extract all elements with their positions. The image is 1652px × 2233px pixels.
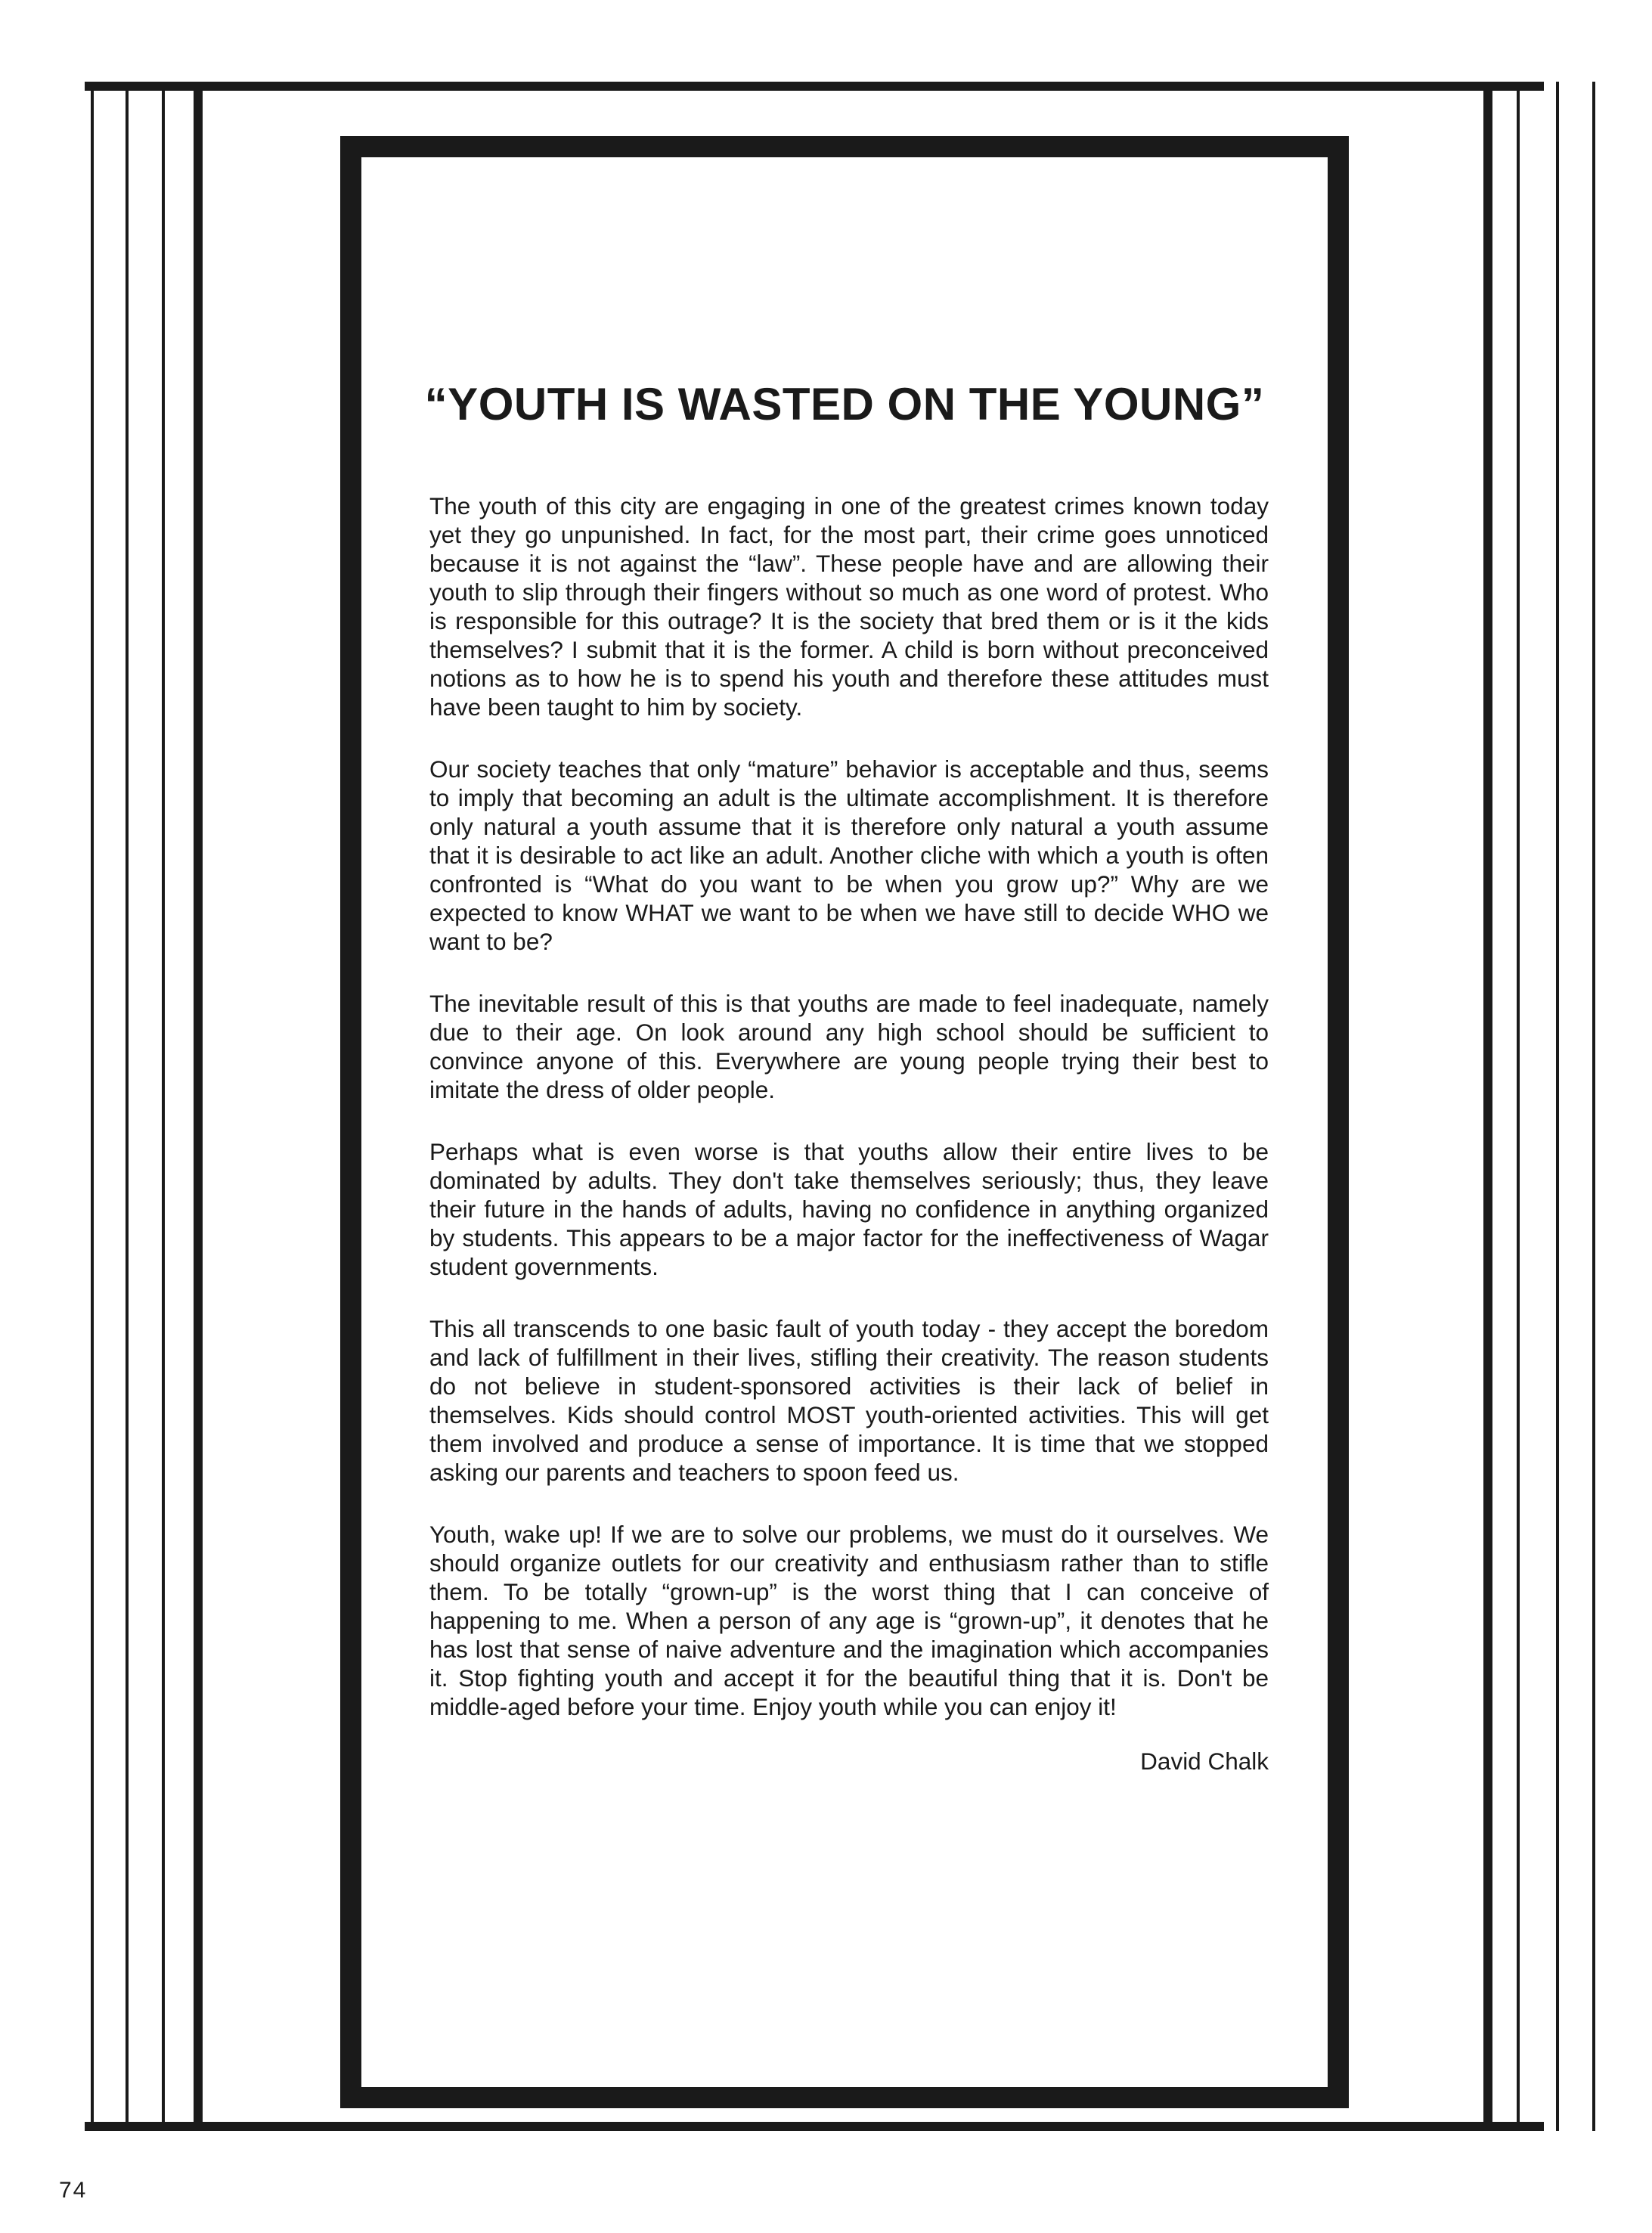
border-top-rule xyxy=(85,82,1544,91)
article-paragraph-4: Perhaps what is even worse is that youths allow their entire lives to be dominated by adults. They don't take themselves seriously; thus, they leave their future in the hands of adults, having no confidence in anything organized by students. This appears to be a major factor for the ineffectiveness of Wagar student governments. xyxy=(429,1138,1269,1280)
author-signature: David Chalk xyxy=(1140,1748,1269,1775)
article-paragraph-3: The inevitable result of this is that youths are made to feel inadequate, namely due to their age. On look around any high school should be sufficient to convince anyone of this. Everywhere are young people trying their best to imitate the dress of older people. xyxy=(429,990,1269,1103)
border-bottom-rule xyxy=(85,2122,1544,2131)
left-rule-2 xyxy=(126,82,129,2131)
article-paragraph-6: Youth, wake up! If we are to solve our problems, we must do it ourselves. We should organize outlets for our creativity and enthusiasm rather than to stifle them. To be totally “grown-up” is the worst thing that I can conceive of happening to me. When a person of any age is “grown-up”, it denotes that he has lost that sense of naive adventure and the imagination which accompanies it. Stop fighting youth and accept it for the beautiful thing that it is. Don't be middle-aged before your time. Enjoy youth while you can enjoy it! xyxy=(429,1521,1269,1720)
article-paragraph-2: Our society teaches that only “mature” behavior is acceptable and thus, seems to imply that becoming an adult is the ultimate accomplishment. It is therefore only natural a youth assume that it is therefore only natural a youth assume that it is desirable to act like an adult. Another cliche with which a youth is often confronted is “What do you want to be when you grow up?” Why are we expected to know WHAT we want to be when we have still to decide WHO we want to be? xyxy=(429,755,1269,955)
article-body xyxy=(429,492,1269,1776)
page-number: 74 xyxy=(59,2178,88,2203)
right-rule-thick xyxy=(1483,82,1492,2131)
article-paragraph-1: The youth of this city are engaging in one of the greatest crimes known today yet they go unpunished. In fact, for the most part, their crime goes unnoticed because it is not against the “law”. These people have and are allowing their youth to slip through their fingers without so much as one word of protest. Who is responsible for this outrage? It is the society that bred them or is it the kids themselves? I submit that it is the former. A child is born without preconceived notions as to how he is to spend his youth and therefore these attitudes must have been taught to him by society. xyxy=(429,492,1269,721)
right-rule-1 xyxy=(1517,82,1520,2131)
left-rule-thick xyxy=(194,82,203,2131)
left-rule-1 xyxy=(91,82,94,2131)
article-paragraph-5: This all transcends to one basic fault of youth today - they accept the boredom and lack of fulfillment in their lives, stifling their creativity. The reason students do not believe in student-sponsored activities is their lack of belief in themselves. Kids should control MOST youth-oriented activities. This will get them involved and produce a sense of importance. It is time that we stopped asking our parents and teachers to spoon feed us. xyxy=(429,1315,1269,1486)
right-rule-2 xyxy=(1556,82,1559,2131)
right-rule-3 xyxy=(1592,82,1595,2131)
left-rule-3 xyxy=(162,82,165,2131)
article-title: “YOUTH IS WASTED ON THE YOUNG” xyxy=(424,379,1265,430)
